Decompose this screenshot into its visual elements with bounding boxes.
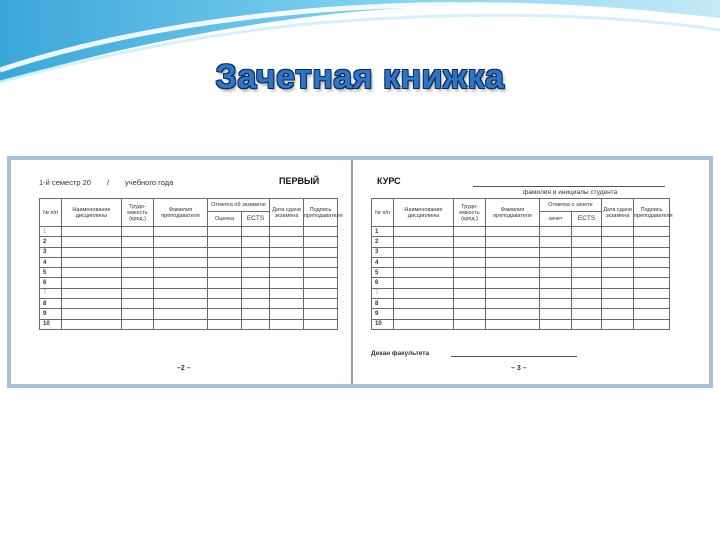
col-num: № п/п bbox=[40, 199, 62, 227]
col-subject: Наименование дисциплины bbox=[394, 199, 454, 227]
book-spine bbox=[351, 160, 353, 384]
table-row: 9 bbox=[372, 309, 670, 319]
col-subject: Наименование дисциплины bbox=[62, 199, 122, 227]
col-num: № п/п bbox=[372, 199, 394, 227]
dean-signature-line bbox=[451, 356, 577, 357]
course-label: КУРС bbox=[377, 176, 401, 186]
table-row: 9 bbox=[40, 309, 338, 319]
table-row: 6 bbox=[372, 278, 670, 288]
col-signature: Подпись преподавателя bbox=[304, 199, 338, 227]
col-exam-group: Отметка об экзамене bbox=[208, 199, 270, 212]
credit-grades-table bbox=[371, 198, 673, 330]
table-row: 7 bbox=[40, 288, 338, 298]
dean-label: Декан факультета bbox=[371, 350, 430, 357]
col-date: Дата сдачи экзамена bbox=[270, 199, 304, 227]
slide-title: Зачетная книжка bbox=[215, 58, 505, 96]
table-row: 10 bbox=[40, 319, 338, 329]
col-ects: ECTS bbox=[572, 212, 602, 227]
table-row: 6 bbox=[40, 278, 338, 288]
page-number-right: – 3 – bbox=[511, 365, 527, 372]
right-page bbox=[355, 160, 709, 384]
col-teacher: Фамилия преподавателя bbox=[154, 199, 208, 227]
table-row: 8 bbox=[372, 299, 670, 309]
col-credit: зачет bbox=[540, 212, 572, 227]
student-name-line bbox=[473, 186, 665, 187]
course-word: ПЕРВЫЙ bbox=[279, 176, 320, 186]
exam-grades-table bbox=[39, 198, 343, 330]
table-row: 4 bbox=[372, 257, 670, 267]
table-row: 1 bbox=[40, 227, 338, 237]
table-row: 10 bbox=[372, 319, 670, 329]
col-hours: Трудо-емкость (кред.) bbox=[454, 199, 486, 227]
col-ects: ECTS bbox=[242, 212, 270, 227]
col-hours: Трудо-емкость (кред.) bbox=[122, 199, 154, 227]
table-row: 4 bbox=[40, 257, 338, 267]
table-row: 5 bbox=[372, 268, 670, 278]
table-row: 1 bbox=[372, 227, 670, 237]
col-grade: Оценка bbox=[208, 212, 242, 227]
year-slash: / bbox=[107, 178, 110, 187]
page-number-left: –2 – bbox=[177, 365, 191, 372]
table-row: 3 bbox=[372, 247, 670, 257]
col-signature: Подпись преподавателя bbox=[634, 199, 670, 227]
table-row: 5 bbox=[40, 268, 338, 278]
table-row: 2 bbox=[372, 237, 670, 247]
student-caption: фамилия и инициалы студента bbox=[523, 189, 618, 196]
col-date: Дата сдачи экзамена bbox=[602, 199, 634, 227]
col-credit-group: Отметка о зачете bbox=[540, 199, 602, 212]
table-row: 7 bbox=[372, 288, 670, 298]
left-page bbox=[11, 160, 351, 384]
col-teacher: Фамилия преподавателя bbox=[486, 199, 540, 227]
year-label: учебного года bbox=[125, 178, 174, 187]
table-row: 8 bbox=[40, 299, 338, 309]
semester-label: 1-й семестр 20 bbox=[39, 178, 91, 187]
table-row: 3 bbox=[40, 247, 338, 257]
record-book-spread bbox=[7, 156, 713, 388]
table-row: 2 bbox=[40, 237, 338, 247]
